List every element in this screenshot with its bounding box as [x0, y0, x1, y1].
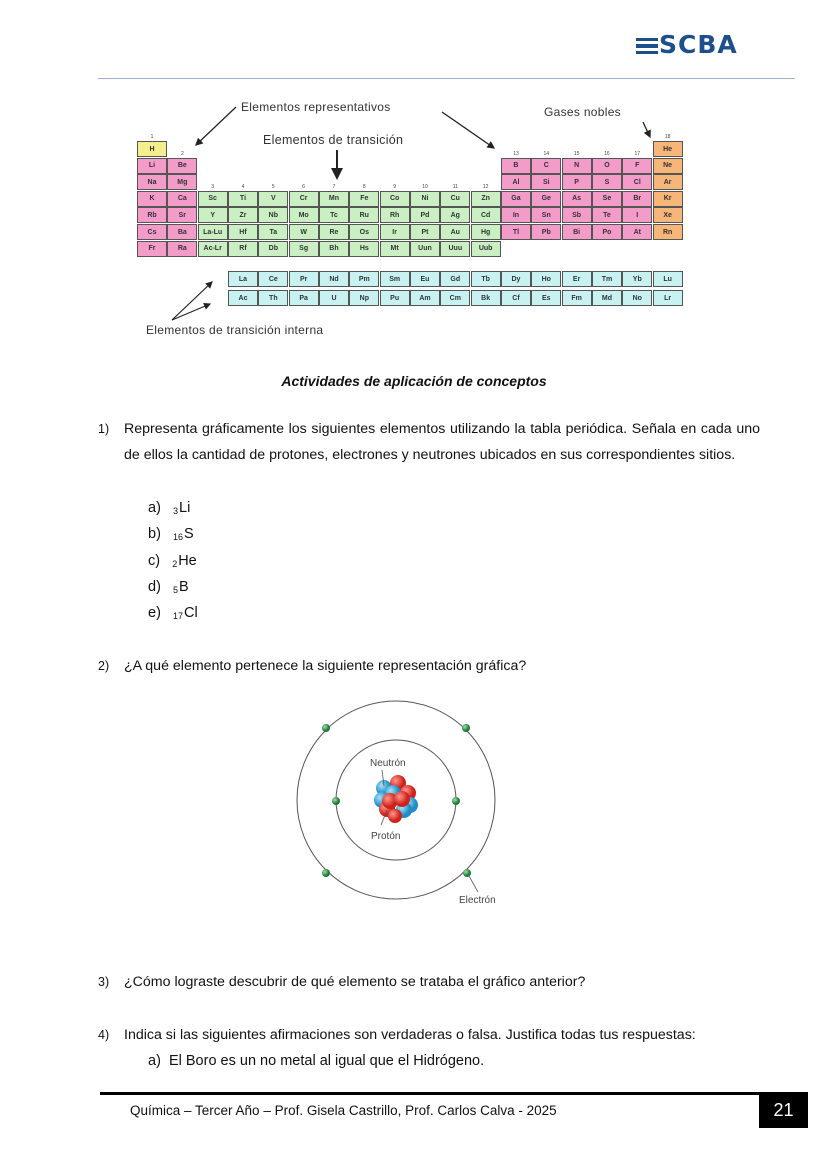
- arrow-gases-nobles: [643, 122, 650, 137]
- element-cell-ac: Ac: [228, 290, 258, 306]
- electron-label: Electrón: [459, 895, 496, 906]
- element-cell-es: Es: [531, 290, 561, 306]
- element-cell-yb: Yb: [622, 271, 652, 287]
- group-number: 9: [393, 183, 397, 190]
- element-cell-hg: Hg: [471, 224, 501, 240]
- question-4: [98, 1022, 778, 1048]
- element-cell-re: Re: [319, 224, 349, 240]
- element-cell-ru: Ru: [349, 207, 379, 223]
- element-cell-ac-lr: Ac-Lr: [198, 241, 228, 257]
- element-cell-ni: Ni: [410, 191, 440, 207]
- element-cell-rn: Rn: [653, 224, 683, 240]
- element-cell-hs: Hs: [349, 241, 379, 257]
- element-cell-sm: Sm: [380, 271, 410, 287]
- element-cell-bi: Bi: [562, 224, 592, 240]
- element-cell-mn: Mn: [319, 191, 349, 207]
- electron: [322, 869, 330, 877]
- atomic-number: 5: [173, 584, 179, 595]
- group-number: 10: [422, 183, 428, 190]
- element-cell-c: C: [531, 158, 561, 174]
- element-cell-pm: Pm: [349, 271, 379, 287]
- question-1-item: [148, 495, 190, 524]
- element-cell-ti: Ti: [228, 191, 258, 207]
- element-cell-uun: Uun: [410, 241, 440, 257]
- element-cell-ne: Ne: [653, 158, 683, 174]
- question-1-item: [148, 574, 189, 603]
- group-number: 4: [241, 183, 245, 190]
- label-gases-nobles: Gases nobles: [544, 105, 621, 119]
- label-transicion-interna: Elementos de transición interna: [146, 323, 324, 337]
- group-number: 7: [332, 183, 336, 190]
- question-1-item: [148, 600, 198, 629]
- element-cell-mt: Mt: [380, 241, 410, 257]
- element-symbol: Cl: [184, 605, 198, 622]
- electron: [452, 797, 460, 805]
- element-cell-no: No: [622, 290, 652, 306]
- footer-text: Química – Tercer Año – Prof. Gisela Castrillo, Prof. Carlos Calva - 2025: [130, 1103, 557, 1118]
- element-cell-sg: Sg: [289, 241, 319, 257]
- element-cell-w: W: [289, 224, 319, 240]
- element-cell-rb: Rb: [137, 207, 167, 223]
- electron: [332, 797, 340, 805]
- atomic-number: 17: [173, 611, 184, 622]
- electron-pointer: [469, 876, 478, 892]
- element-cell-be: Be: [167, 158, 197, 174]
- element-cell-am: Am: [410, 290, 440, 306]
- element-cell-rh: Rh: [380, 207, 410, 223]
- group-number: 17: [634, 150, 641, 157]
- element-cell-ho: Ho: [531, 271, 561, 287]
- element-cell-n: N: [562, 158, 592, 174]
- element-symbol: Li: [179, 500, 191, 516]
- element-cell-ra: Ra: [167, 241, 197, 257]
- element-cell-pu: Pu: [380, 290, 410, 306]
- electron: [463, 869, 471, 877]
- element-cell-sc: Sc: [198, 191, 228, 207]
- question-1-item: [148, 521, 194, 550]
- element-cell-nb: Nb: [258, 207, 288, 223]
- element-cell-np: Np: [349, 290, 379, 306]
- element-cell-pa: Pa: [289, 290, 319, 306]
- question-number: 4): [98, 1028, 110, 1042]
- element-cell-xe: Xe: [653, 207, 683, 223]
- element-cell-fm: Fm: [562, 290, 592, 306]
- group-number: 16: [604, 150, 610, 157]
- group-number: 11: [452, 183, 458, 190]
- element-cell-cl: Cl: [622, 174, 652, 190]
- element-cell-v: V: [258, 191, 288, 207]
- element-cell-pb: Pb: [531, 224, 561, 240]
- element-symbol: B: [179, 578, 189, 595]
- element-cell-rf: Rf: [228, 241, 258, 257]
- element-symbol: S: [184, 526, 194, 543]
- element-cell-ca: Ca: [167, 191, 197, 207]
- element-cell-as: As: [562, 191, 592, 207]
- element-cell-fe: Fe: [349, 191, 379, 207]
- element-cell-eu: Eu: [410, 271, 440, 287]
- footer-divider: [100, 1092, 808, 1095]
- element-cell-gd: Gd: [440, 271, 470, 287]
- item-text: El Boro es un no metal al igual que el Hidrógeno.: [168, 1053, 485, 1069]
- group-number: 14: [543, 150, 550, 157]
- element-cell-lr: Lr: [653, 290, 683, 306]
- element-cell-os: Os: [349, 224, 379, 240]
- atom-diagram: [280, 690, 520, 920]
- item-letter: a): [148, 500, 161, 516]
- element-cell-ba: Ba: [167, 224, 197, 240]
- element-cell-li: Li: [137, 158, 167, 174]
- element-cell-ag: Ag: [440, 207, 470, 223]
- arrow-representativos-right: [442, 112, 494, 148]
- group-number: 5: [271, 183, 275, 190]
- question-text: Indica si las siguientes afirmaciones son verdaderas o falsa. Justifica todas tus respuestas:: [124, 1027, 696, 1043]
- question-number: 3): [98, 975, 110, 989]
- atomic-number: 2: [172, 558, 178, 569]
- element-cell-h: H: [137, 141, 167, 157]
- element-cell-br: Br: [622, 191, 652, 207]
- element-cell-he: He: [653, 141, 683, 157]
- element-cell-at: At: [622, 224, 652, 240]
- group-number: 8: [362, 183, 366, 190]
- group-number: 2: [180, 150, 184, 157]
- atom-svg: [280, 690, 520, 920]
- group-number: 1: [150, 134, 154, 140]
- question-text: ¿Cómo lograste descubrir de qué elemento se trataba el gráfico anterior?: [124, 974, 586, 990]
- element-cell-s: S: [592, 174, 622, 190]
- element-cell-pd: Pd: [410, 207, 440, 223]
- element-cell-sn: Sn: [531, 207, 561, 223]
- item-letter: e): [148, 605, 161, 622]
- group-number: 18: [664, 134, 671, 140]
- element-cell-k: K: [137, 191, 167, 207]
- element-cell-kr: Kr: [653, 191, 683, 207]
- element-cell-zr: Zr: [228, 207, 258, 223]
- logo-text: SCBA: [659, 30, 738, 59]
- element-cell-zn: Zn: [471, 191, 501, 207]
- question-2: [98, 653, 760, 679]
- neutron-label: Neutrón: [370, 758, 406, 769]
- atomic-number: 16: [173, 532, 184, 543]
- element-cell-cs: Cs: [137, 224, 167, 240]
- question-text: ¿A qué elemento pertenece la siguiente representación gráfica?: [124, 658, 527, 674]
- element-cell-nd: Nd: [319, 271, 349, 287]
- element-cell-fr: Fr: [137, 241, 167, 257]
- element-cell-bk: Bk: [471, 290, 501, 306]
- element-cell-p: P: [562, 174, 592, 190]
- element-cell-mg: Mg: [167, 174, 197, 190]
- question-1-item: [148, 548, 197, 577]
- element-cell-cm: Cm: [440, 290, 470, 306]
- element-cell-la-lu: La-Lu: [198, 224, 228, 240]
- element-cell-sb: Sb: [562, 207, 592, 223]
- question-4-item-a: [148, 1048, 484, 1074]
- element-cell-tl: Tl: [501, 224, 531, 240]
- section-title: Actividades de aplicación de conceptos: [281, 373, 547, 389]
- item-letter: d): [148, 578, 161, 595]
- element-cell-cu: Cu: [440, 191, 470, 207]
- question-1: [98, 416, 760, 468]
- group-number: 15: [573, 150, 580, 157]
- element-symbol: He: [178, 552, 197, 569]
- proton-label: Protón: [371, 831, 401, 842]
- element-cell-dy: Dy: [501, 271, 531, 287]
- element-cell-mo: Mo: [289, 207, 319, 223]
- element-cell-uub: Uub: [471, 241, 501, 257]
- group-number: 3: [211, 183, 215, 190]
- element-cell-u: U: [319, 290, 349, 306]
- element-cell-o: O: [592, 158, 622, 174]
- element-cell-bh: Bh: [319, 241, 349, 257]
- element-cell-md: Md: [592, 290, 622, 306]
- element-cell-th: Th: [258, 290, 288, 306]
- element-cell-cd: Cd: [471, 207, 501, 223]
- page-number: 21: [759, 1092, 808, 1128]
- element-cell-ar: Ar: [653, 174, 683, 190]
- item-letter: b): [148, 526, 161, 543]
- element-cell-tm: Tm: [592, 271, 622, 287]
- element-cell-ta: Ta: [258, 224, 288, 240]
- element-cell-lu: Lu: [653, 271, 683, 287]
- element-cell-po: Po: [592, 224, 622, 240]
- atomic-number: 3: [173, 506, 179, 516]
- arrow-representativos-left: [196, 107, 236, 145]
- question-text: Representa gráficamente los siguientes elementos utilizando la tabla periódica. Señala en cada uno de ellos la cantidad de protones, electrones y neutrones ubicados en sus correspondientes sitios.: [124, 421, 760, 463]
- electron: [462, 724, 470, 732]
- element-cell-co: Co: [380, 191, 410, 207]
- element-cell-al: Al: [501, 174, 531, 190]
- arrow-lanthanides: [172, 282, 212, 320]
- element-cell-se: Se: [592, 191, 622, 207]
- element-cell-ge: Ge: [531, 191, 561, 207]
- element-cell-y: Y: [198, 207, 228, 223]
- question-number: 2): [98, 659, 110, 673]
- element-cell-uuu: Uuu: [440, 241, 470, 257]
- element-cell-sr: Sr: [167, 207, 197, 223]
- nucleus: [374, 775, 418, 823]
- element-cell-si: Si: [531, 174, 561, 190]
- element-cell-er: Er: [562, 271, 592, 287]
- group-number: 6: [302, 183, 306, 190]
- element-cell-b: B: [501, 158, 531, 174]
- element-cell-db: Db: [258, 241, 288, 257]
- element-cell-ir: Ir: [380, 224, 410, 240]
- element-cell-te: Te: [592, 207, 622, 223]
- group-number: 12: [482, 183, 489, 190]
- element-cell-i: I: [622, 207, 652, 223]
- element-cell-la: La: [228, 271, 258, 287]
- element-cell-na: Na: [137, 174, 167, 190]
- group-number: 13: [513, 150, 519, 157]
- element-cell-hf: Hf: [228, 224, 258, 240]
- label-representativos: Elementos representativos: [241, 100, 391, 114]
- item-letter: a): [148, 1053, 161, 1069]
- electron: [322, 724, 330, 732]
- element-cell-au: Au: [440, 224, 470, 240]
- element-cell-cf: Cf: [501, 290, 531, 306]
- element-cell-pt: Pt: [410, 224, 440, 240]
- element-cell-tc: Tc: [319, 207, 349, 223]
- element-cell-cr: Cr: [289, 191, 319, 207]
- element-cell-tb: Tb: [471, 271, 501, 287]
- element-cell-ga: Ga: [501, 191, 531, 207]
- arrow-actinides: [172, 304, 210, 320]
- element-cell-ce: Ce: [258, 271, 288, 287]
- element-cell-pr: Pr: [289, 271, 319, 287]
- label-transicion: Elementos de transición: [263, 133, 404, 147]
- element-cell-in: In: [501, 207, 531, 223]
- item-letter: c): [148, 552, 161, 569]
- question-3: [98, 969, 760, 995]
- question-number: 1): [98, 422, 110, 436]
- element-cell-f: F: [622, 158, 652, 174]
